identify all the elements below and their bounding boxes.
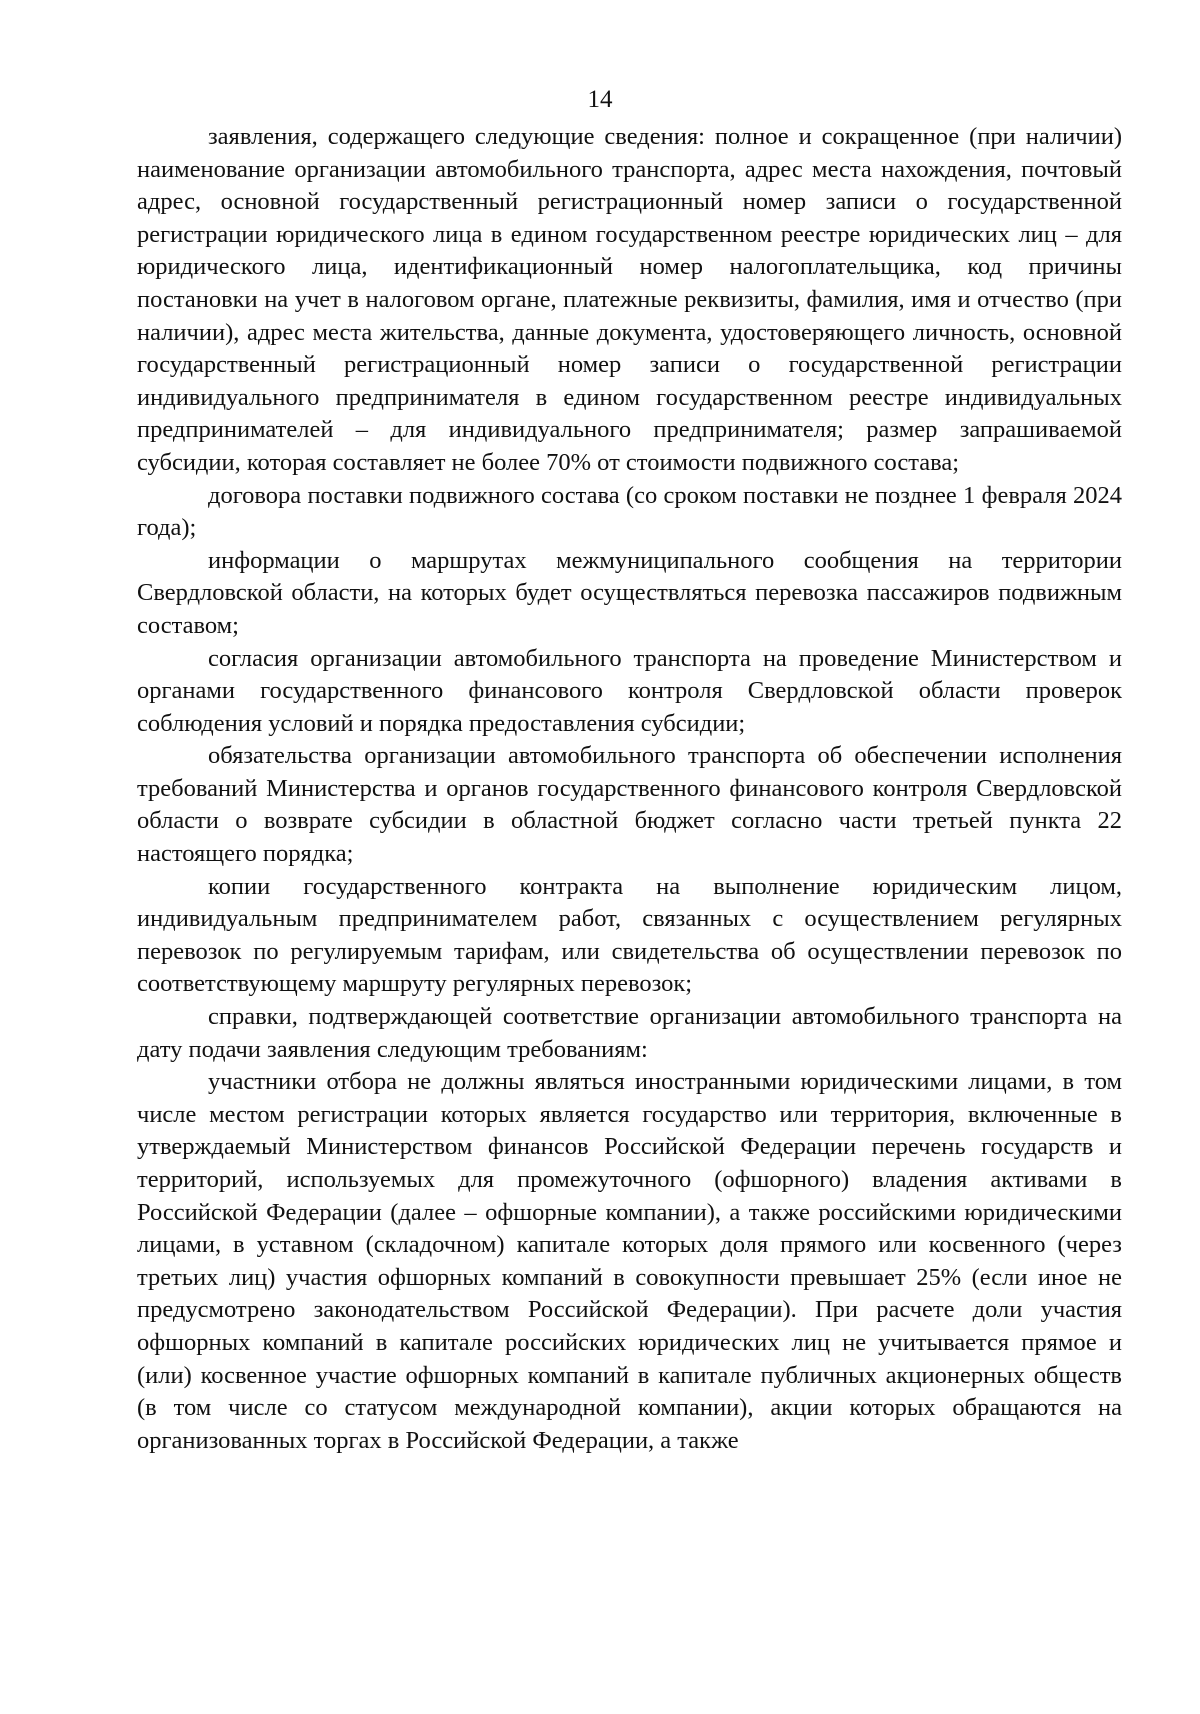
paragraph: согласия организации автомобильного транспорта на проведение Министерством и органами государственного финансового контроля Свердловской области проверок соблюдения условий и порядка предоставления субсидии; bbox=[137, 644, 1122, 737]
paragraph: заявления, содержащего следующие сведения: полное и сокращенное (при наличии) наименование организации автомобильного транспорта, адрес места нахождения, почтовый адрес, основной государственный регистрационный номер записи о государственной регистрации юридического лица в едином государственном реестре юридических лиц – для юридического лица, идентификационный номер налогоплательщика, код причины постановки на учет в налоговом органе, платежные реквизиты, фамилия, имя и отчество (при наличии), адрес места жительства, данные документа, удостоверяющего личность, основной государственный регистрационный номер записи о государственной регистрации индивидуального предпринимателя в едином государственном реестре индивидуальных предпринимателей – для индивидуального предпринимателя; размер запрашиваемой субсидии, которая составляет не более 70% от стоимости подвижного состава; bbox=[137, 123, 1122, 476]
document-body bbox=[137, 121, 1122, 1457]
paragraph: копии государственного контракта на выполнение юридическим лицом, индивидуальным предпринимателем работ, связанных с осуществлением регулярных перевозок по регулируемым тарифам, или свидетельства об осуществлении перевозок по соответствующему маршруту регулярных перевозок; bbox=[137, 872, 1122, 998]
paragraph: обязательства организации автомобильного транспорта об обеспечении исполнения требований Министерства и органов государственного финансового контроля Свердловской области о возврате субсидии в областной бюджет согласно части третьей пункта 22 настоящего порядка; bbox=[137, 742, 1122, 868]
paragraph: участники отбора не должны являться иностранными юридическими лицами, в том числе местом регистрации которых является государство или территория, включенные в утверждаемый Министерством финансов Российской Федерации перечень государств и территорий, используемых для промежуточного (офшорного) владения активами в Российской Федерации (далее – офшорные компании), а также российскими юридическими лицами, в уставном (складочном) капитале которых доля прямого или косвенного (через третьих лиц) участия офшорных компаний в совокупности превышает 25% (если иное не предусмотрено законодательством Российской Федерации). При расчете доли участия офшорных компаний в капитале российских юридических лиц не учитывается прямое и (или) косвенное участие офшорных компаний в капитале публичных акционерных обществ (в том числе со статусом международной компании), акции которых обращаются на организованных торгах в Российской Федерации, а также bbox=[137, 1068, 1122, 1454]
paragraph: справки, подтверждающей соответствие организации автомобильного транспорта на дату подачи заявления следующим требованиям: bbox=[137, 1003, 1122, 1063]
paragraph: договора поставки подвижного состава (со сроком поставки не позднее 1 февраля 2024 года); bbox=[137, 481, 1122, 542]
paragraph: информации о маршрутах межмуниципального сообщения на территории Свердловской области, на которых будет осуществляться перевозка пассажиров подвижным составом; bbox=[137, 546, 1122, 639]
page-number: 14 bbox=[587, 86, 613, 113]
